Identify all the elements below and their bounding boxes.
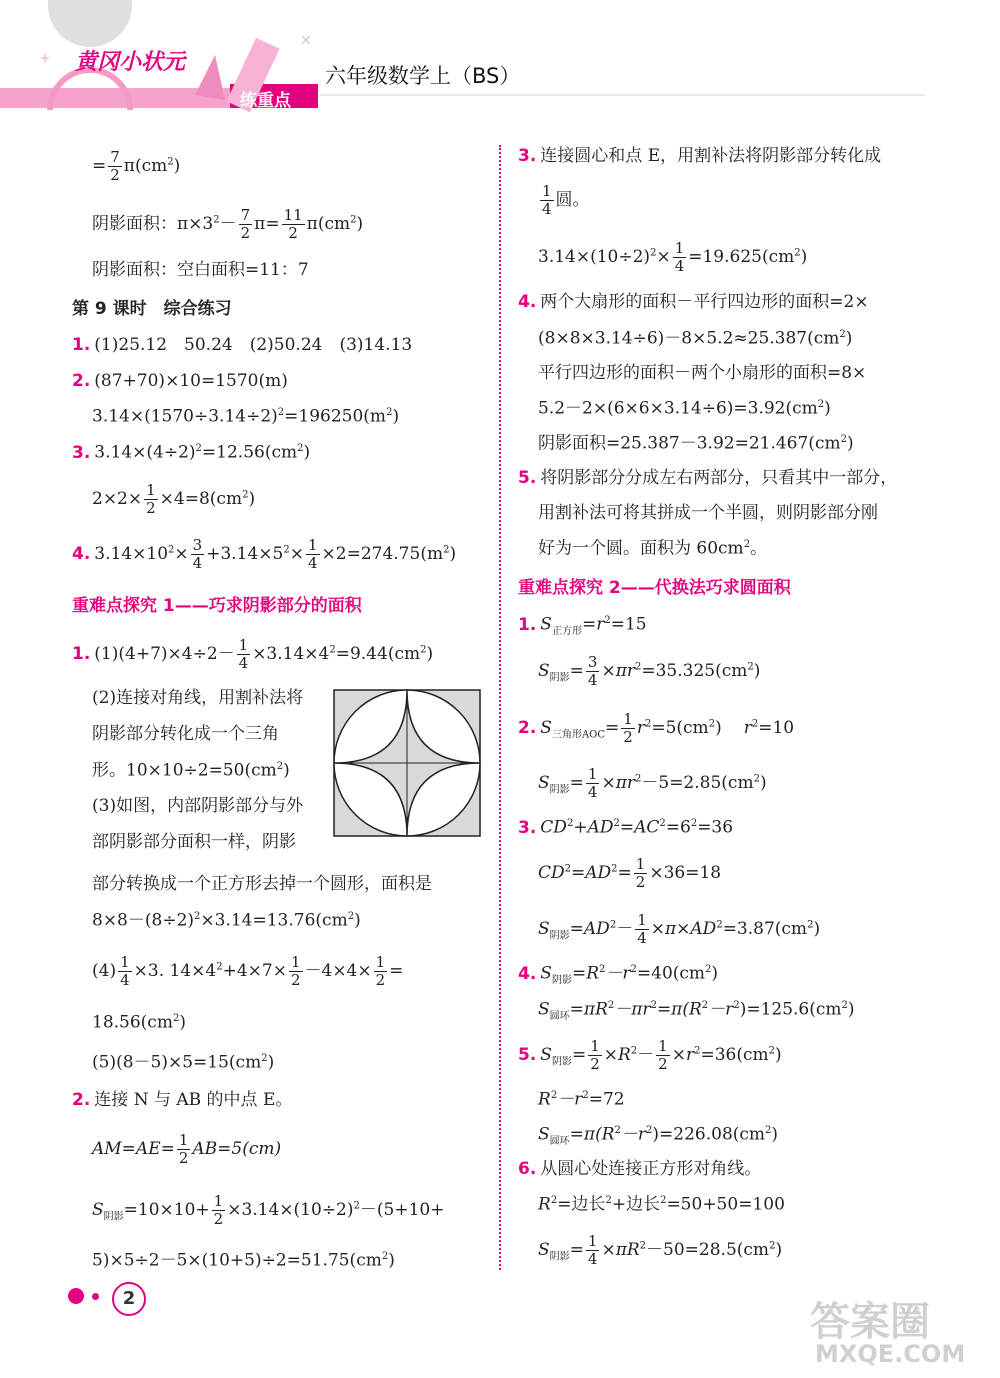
r5-b: 用割补法可将其拼成一个半圆，则阴影部分刚 [538, 503, 878, 523]
s5-c: $S_{圆环}=\pi(R^2-r^2)=226.08(cm^2)$ [538, 1124, 779, 1148]
brand-logo: 黄冈小状元 [75, 50, 186, 75]
p1-3a: (3)如图，内部阴影部分与外 [92, 796, 304, 816]
page-number: 2 [112, 1282, 146, 1316]
brand-subtitle: 练重点 [240, 91, 291, 111]
p2-1: 2. 连接 N 与 AB 的中点 E。 [72, 1090, 293, 1110]
p1-5: $(5)(8-5)\times 5=15(cm^2)$ [92, 1052, 275, 1073]
footer-dot-small [92, 1293, 99, 1300]
s6-c: $S_{阴影}=$ $\frac{1}{4}$ $\times\pi R^2-50=28.5(cm^2)$ [538, 1232, 783, 1268]
p1-3b: 部阴影部分面积一样，阴影 [92, 832, 296, 852]
left-line-3: 阴影面积：空白面积=11：7 [92, 260, 309, 280]
watermark-text: 答案圈 [810, 1299, 930, 1345]
s3-b: $CD^2=AD^2=$ $\frac{1}{2}$ ×36=18 [538, 855, 722, 891]
s1-b: $S_{阴影}=$ $\frac{3}{4}$ $\times\pi r^2=35.325(cm^2)$ [538, 653, 761, 689]
s5-b: $R^2-r^2=72$ [538, 1089, 625, 1110]
left-line-1: = $\frac{7}{2}$ $\pi(cm^2)$ [92, 148, 181, 184]
column-divider [499, 145, 501, 1270]
q2b: $3.14\times(1570\div 3.14\div 2)^2=196250(m^2)$ [92, 406, 400, 427]
s1-a: 1. $S_{正方形}=r^2=15$ [518, 614, 647, 638]
svg-text:+: + [40, 51, 51, 65]
p1-2c: 形。$10\times 10\div 2=50(cm^2)$ [92, 760, 290, 781]
s6-a: 6. 从圆心处连接正方形对角线。 [518, 1159, 762, 1179]
page-title: 六年级数学上（BS） [325, 64, 521, 88]
s4-a: 4. $S_{阴影}=R^2-r^2=40(cm^2)$ [518, 963, 719, 987]
p1-2a: (2)连接对角线，用割补法将 [92, 688, 304, 708]
figure-square-circle [333, 689, 481, 837]
svg-text:✕: ✕ [300, 33, 312, 49]
q2: 2. (87+70)×10=1570(m) [72, 371, 288, 391]
r3-a: 3. 连接圆心和点 E，用割补法将阴影部分转化成 [518, 146, 882, 166]
s3-a: 3. $CD^2+AD^2=AC^2=6^2=36$ [518, 817, 734, 838]
section-1-heading: 重难点探究 1——巧求阴影部分的面积 [72, 596, 362, 616]
p1-3d: $8\times 8-(8\div 2)^2\times 3.14=13.76(cm^2)$ [92, 910, 361, 931]
r4-e: 阴影面积$=25.387-3.92=21.467(cm^2)$ [538, 433, 854, 454]
s3-c: $S_{阴影}=AD^2-$ $\frac{1}{4}$ $\times\pi\times AD^2=3.87(cm^2)$ [538, 911, 821, 947]
r4-c: 平行四边形的面积－两个小扇形的面积=8× [538, 363, 867, 383]
left-line-2: 阴影面积：$\pi\times 3^2-$ $\frac{7}{2}$ π= $\frac{11}{2}$ $\pi(cm^2)$ [92, 206, 364, 242]
r3-c: $3.14\times(10\div 2)^2\times$ $\frac{1}{4}$ $=19.625(cm^2)$ [538, 239, 808, 275]
footer-dot-large [68, 1288, 84, 1304]
r5-a: 5. 将阴影部分分成左右两部分，只看其中一部分， [518, 468, 898, 488]
p1-4: (4) $\frac{1}{4}$ ×3. $14\times 4^2+4\times 7\times$ $\frac{1}{2}$ －4×4× $\frac{1}{2}$ = [92, 953, 404, 989]
r5-c: 好为一个圆。面积为 $60cm^2$。 [538, 538, 768, 559]
q4: 4. $3.14\times 10^2\times$ $\frac{3}{4}$ $+3.14\times 5^2\times$ $\frac{1}{4}$ $\times 2=274.75(m^2)$ [72, 536, 457, 572]
r4-b: $(8\times 8\times 3.14\div 6)-8\times 5.2\approx 25.387(cm^2)$ [538, 328, 853, 349]
s2-b: $S_{阴影}=$ $\frac{1}{4}$ $\times\pi r^2-5=2.85(cm^2)$ [538, 765, 767, 801]
section-2-heading: 重难点探究 2——代换法巧求圆面积 [518, 578, 791, 598]
p2-4: $5)\times 5\div 2-5\times(10+5)\div 2=51.75(cm^2)$ [92, 1250, 395, 1271]
figure-diagram [333, 689, 481, 837]
lesson-title: 第 9 课时 综合练习 [72, 299, 232, 319]
r4-a: 4. 两个大扇形的面积－平行四边形的面积=2× [518, 292, 869, 312]
r4-d: $5.2-2\times(6\times 6\times 3.14\div 6)=3.92(cm^2)$ [538, 398, 831, 419]
p1-4f: $18.56(cm^2)$ [92, 1012, 186, 1033]
s4-b: $S_{圆环}=\pi R^2-\pi r^2=\pi(R^2-r^2)=125.6(cm^2)$ [538, 999, 855, 1023]
r3-b: $\frac{1}{4}$ 圆。 [542, 182, 590, 218]
q1: 1. (1)25.12 50.24 (2)50.24 (3)14.13 [72, 335, 413, 355]
p1-1: 1. (1)(4+7)×4÷2－ $\frac{1}{4}$ $\times 3.14\times 4^2=9.44(cm^2)$ [72, 636, 434, 672]
p1-3c: 部分转换成一个正方形去掉一个圆形，面积是 [92, 874, 432, 894]
watermark-url: MXQE.COM [815, 1340, 966, 1368]
s6-b: $R^2=$边长$^2$+边长$^2$=50+50=100 [538, 1194, 785, 1215]
p2-2: AM=AE= $\frac{1}{2}$ AB=5(cm) [92, 1131, 282, 1167]
p1-2b: 阴影部分转化成一个三角 [92, 724, 279, 744]
s2-a: 2. $S_{三角形AOC}=$ $\frac{1}{2}$ $r^2=5(cm^2)$ $r^2=10$ [518, 710, 795, 746]
q3: 3. $3.14\times(4\div 2)^2=12.56(cm^2)$ [72, 442, 311, 463]
q3b: 2×2× $\frac{1}{2}$ $\times 4=8(cm^2)$ [92, 481, 256, 517]
s5-a: 5. $S_{阴影}=$ $\frac{1}{2}$ $\times R^2-$ $\frac{1}{2}$ $\times r^2=36(cm^2)$ [518, 1037, 782, 1073]
p2-3: $S_{阴影}=10\times 10+$ $\frac{1}{2}$ $\times 3.14\times(10\div 2)^2-(5+10+$ [92, 1192, 445, 1228]
header-rule [320, 94, 925, 96]
